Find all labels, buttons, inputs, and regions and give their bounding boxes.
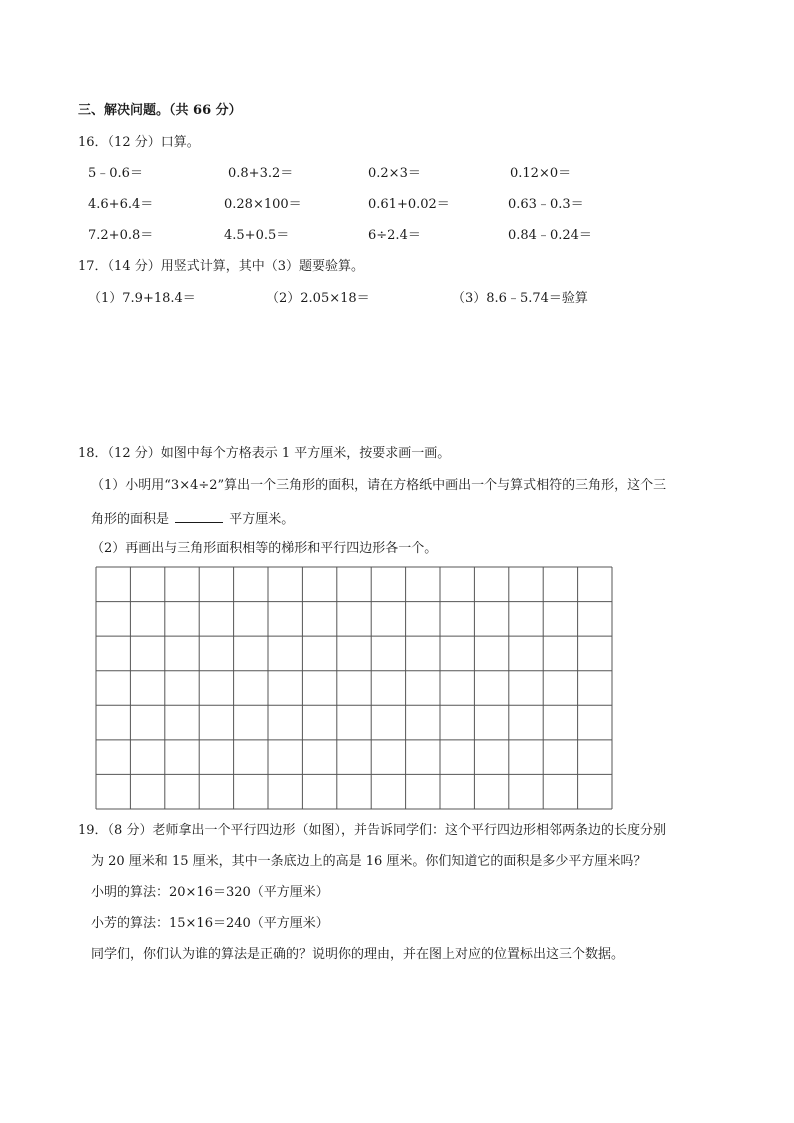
q18-part1-line2 (91, 509, 294, 529)
q17-item-1: （1）7.9+18.4＝ (88, 291, 196, 306)
q16-item: 6÷2.4＝ (368, 228, 421, 243)
q16-item: 5﹣0.6＝ (88, 166, 143, 181)
square-grid-paper[interactable] (95, 566, 613, 810)
q18-part2: （2）再画出与三角形面积相等的梯形和平行四边形各一个。 (91, 541, 438, 556)
q16-item: 4.5+0.5＝ (224, 228, 290, 243)
q18-title: 18．（12 分）如图中每个方格表示 1 平方厘米，按要求画一画。 (78, 446, 451, 461)
q16-item: 0.8+3.2＝ (228, 166, 294, 181)
q19-question: 同学们，你们认为谁的算法是正确的？说明你的理由，并在图上对应的位置标出这三个数据。 (91, 947, 625, 962)
q18-part1-text-before: 角形的面积是 (91, 512, 170, 527)
q16-item: 7.2+0.8＝ (88, 228, 154, 243)
q16-item: 0.61+0.02＝ (368, 197, 450, 212)
q16-item: 0.12×0＝ (510, 166, 572, 181)
q19-line1: 19．（8 分）老师拿出一个平行四边形（如图），并告诉同学们：这个平行四边形相邻两条边的长度分别 (78, 823, 666, 838)
q16-item: 0.63﹣0.3＝ (508, 197, 584, 212)
grid-lines (96, 567, 612, 809)
q19-xiaoming-method: 小明的算法：20×16＝320（平方厘米） (91, 885, 329, 900)
q17-item-3: （3）8.6﹣5.74＝验算 (452, 291, 588, 306)
answer-blank[interactable] (175, 509, 223, 523)
section-title: 三、解决问题。（共 66 分） (78, 103, 242, 118)
q16-title: 16．（12 分）口算。 (78, 135, 200, 150)
q16-item: 0.84﹣0.24＝ (508, 228, 592, 243)
q16-item: 4.6+6.4＝ (88, 197, 154, 212)
q18-part1-line1: （1）小明用“3×4÷2”算出一个三角形的面积，请在方格纸中画出一个与算式相符的三角形，这个三 (91, 478, 667, 493)
q16-item: 0.28×100＝ (224, 197, 302, 212)
q19-xiaofang-method: 小芳的算法：15×16＝240（平方厘米） (91, 916, 329, 931)
q18-part1-text-after: 平方厘米。 (229, 512, 295, 527)
q16-item: 0.2×3＝ (368, 166, 421, 181)
q17-item-2: （2）2.05×18＝ (266, 291, 370, 306)
q19-line2: 为 20 厘米和 15 厘米，其中一条底边上的高是 16 厘米。你们知道它的面积是多少平方厘米吗？ (91, 854, 647, 869)
q17-title: 17．（14 分）用竖式计算，其中（3）题要验算。 (78, 259, 364, 274)
